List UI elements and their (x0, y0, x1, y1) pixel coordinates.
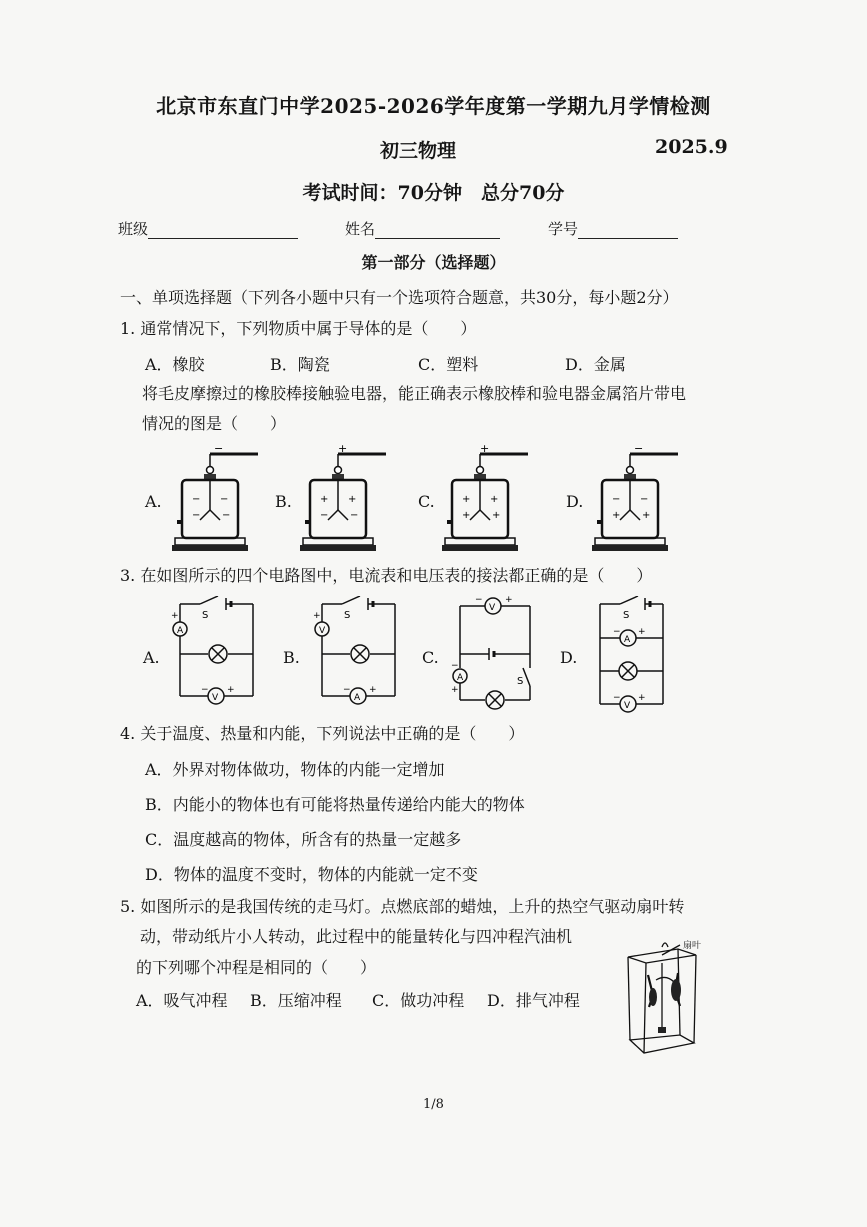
svg-text:−: − (613, 693, 621, 703)
svg-text:+: + (313, 611, 321, 621)
question-2-stem-line1: 将毛皮摩擦过的橡胶棒接触验电器，能正确表示橡胶棒和验电器金属箔片带电 (142, 384, 687, 403)
svg-text:+: + (462, 494, 471, 505)
svg-text:V: V (624, 701, 631, 711)
section-heading: 一、单项选择题（下列各小题中只有一个选项符合题意，共30分，每小题2分） (120, 288, 679, 307)
svg-text:−: − (475, 596, 483, 605)
svg-text:−: − (214, 442, 224, 455)
student-id-blank[interactable] (578, 224, 678, 239)
q3-figure-label-b: B. (283, 648, 300, 667)
q3-figure-label-a: A. (143, 648, 160, 667)
subject-label: 初三物理 (380, 140, 457, 162)
q2-figure-label-b: B. (275, 492, 292, 511)
exam-title: 北京市东直门中学2025-2026学年度第一学期九月学情检测 (156, 94, 711, 118)
svg-text:−: − (451, 661, 459, 671)
question-5-stem-line3: 的下列哪个冲程是相同的（ ） (136, 958, 377, 977)
svg-text:−: − (192, 494, 201, 505)
q2-figure-label-c: C. (418, 492, 435, 511)
svg-text:−: − (343, 685, 351, 695)
name-field (345, 218, 500, 239)
svg-text:A: A (624, 635, 631, 645)
svg-text:−: − (201, 685, 209, 695)
electroscope-figure-a (170, 440, 265, 555)
svg-text:A: A (177, 626, 184, 636)
svg-text:S: S (623, 610, 630, 621)
svg-text:+: + (638, 627, 646, 637)
svg-text:V: V (212, 693, 219, 703)
student-id-field (548, 218, 678, 239)
electroscope-figure-c (440, 440, 535, 555)
question-5-stem-line2: 动，带动纸片小人转动，此过程中的能量转化与四冲程汽油机 (140, 927, 573, 946)
svg-text:+: + (612, 510, 621, 521)
question-2-stem-line2: 情况的图是（ ） (142, 414, 287, 433)
q5-option-d: D．排气冲程 (487, 991, 580, 1010)
svg-text:−: − (220, 494, 229, 505)
svg-text:+: + (451, 685, 459, 695)
question-3-stem: 3. 在如图所示的四个电路图中，电流表和电压表的接法都正确的是（ ） (120, 566, 653, 585)
svg-text:+: + (348, 494, 357, 505)
svg-text:+: + (462, 510, 471, 521)
question-1-stem: 1. 通常情况下，下列物质中属于导体的是（ ） (120, 319, 477, 338)
q5-option-a: A．吸气冲程 (136, 991, 228, 1010)
q3-figure-label-d: D. (560, 648, 578, 667)
svg-text:+: + (369, 685, 377, 695)
q4-option-d: D．物体的温度不变时，物体的内能就一定不变 (145, 865, 478, 884)
svg-text:+: + (492, 510, 501, 521)
q2-figure-label-d: D. (566, 492, 584, 511)
student-id-label: 学号 (548, 220, 579, 238)
page-number: 1/8 (423, 1097, 444, 1112)
svg-text:+: + (320, 494, 329, 505)
name-label: 姓名 (345, 220, 376, 238)
q4-option-c: C．温度越高的物体，所含有的热量一定越多 (145, 830, 462, 849)
svg-text:+: + (338, 442, 348, 455)
svg-text:V: V (319, 626, 326, 636)
svg-text:+: + (480, 442, 490, 455)
svg-text:V: V (489, 603, 496, 613)
svg-text:−: − (192, 510, 201, 521)
svg-text:−: − (320, 510, 329, 521)
class-field (118, 218, 298, 239)
svg-text:+: + (642, 510, 651, 521)
svg-text:−: − (613, 627, 621, 637)
q1-option-c: C．塑料 (418, 355, 479, 374)
svg-text:+: + (171, 611, 179, 621)
class-blank[interactable] (148, 224, 298, 239)
exam-info: 考试时间：70分钟 总分70分 (302, 182, 565, 204)
class-label: 班级 (118, 220, 149, 238)
svg-text:A: A (354, 693, 361, 703)
svg-text:+: + (505, 596, 513, 605)
svg-text:S: S (202, 610, 209, 621)
svg-text:−: − (350, 510, 359, 521)
svg-text:−: − (612, 494, 621, 505)
q5-option-b: B．压缩冲程 (250, 991, 342, 1010)
question-5-stem-line1: 5. 如图所示的是我国传统的走马灯。点燃底部的蜡烛，上升的热空气驱动扇叶转 (120, 897, 685, 916)
electroscope-figure-d (590, 440, 685, 555)
svg-text:−: − (222, 510, 231, 521)
circuit-diagram-c (445, 596, 540, 716)
name-blank[interactable] (375, 224, 500, 239)
question-4-stem: 4. 关于温度、热量和内能，下列说法中正确的是（ ） (120, 724, 525, 743)
revolving-lantern-figure (618, 935, 713, 1060)
svg-text:+: + (227, 685, 235, 695)
svg-text:−: − (640, 494, 649, 505)
svg-text:+: + (490, 494, 499, 505)
q4-option-a: A．外界对物体做功，物体的内能一定增加 (145, 760, 445, 779)
circuit-diagram-a (168, 596, 263, 716)
fan-blade-label: 扇叶 (683, 941, 702, 951)
circuit-diagram-d (585, 596, 680, 721)
svg-text:A: A (457, 673, 464, 683)
q2-figure-label-a: A. (145, 492, 162, 511)
svg-text:S: S (517, 676, 524, 687)
svg-text:−: − (634, 442, 644, 455)
svg-text:S: S (344, 610, 351, 621)
q4-option-b: B．内能小的物体也有可能将热量传递给内能大的物体 (145, 795, 525, 814)
q1-option-b: B．陶瓷 (270, 355, 330, 374)
q3-figure-label-c: C. (422, 648, 439, 667)
exam-date: 2025.9 (655, 136, 728, 158)
electroscope-figure-b (298, 440, 393, 555)
q1-option-a: A．橡胶 (145, 355, 205, 374)
svg-text:+: + (638, 693, 646, 703)
circuit-diagram-b (310, 596, 405, 716)
q1-option-d: D．金属 (565, 355, 626, 374)
part-title: 第一部分（选择题） (361, 253, 506, 272)
q5-option-c: C．做功冲程 (372, 991, 465, 1010)
